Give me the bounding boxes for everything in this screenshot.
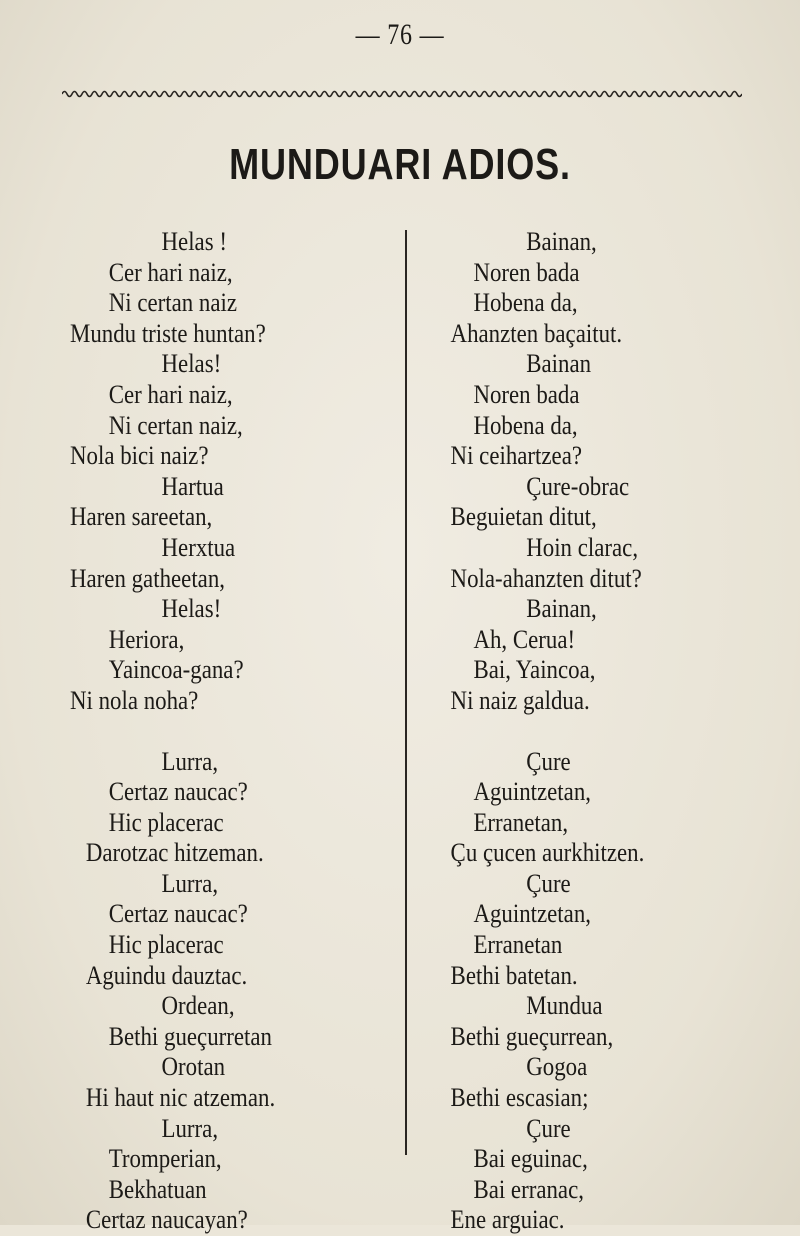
poem-line: Hi haut nic atzeman. — [70, 1083, 360, 1114]
poem-line: Noren bada — [440, 258, 739, 289]
poem-line: Nola-ahanzten ditut? — [440, 564, 739, 595]
poem-line: Bethi gueçurrean, — [440, 1022, 739, 1053]
poem-line: Bethi escasian; — [440, 1083, 739, 1114]
poem-line: Darotzac hitzeman. — [70, 838, 360, 869]
poem-line: Hobena da, — [440, 411, 739, 442]
poem-line: Hoin clarac, — [440, 533, 739, 564]
poem-line: Bai eguinac, — [440, 1144, 739, 1175]
poem-line: Çure — [440, 747, 739, 778]
poem-line: Bainan — [440, 349, 739, 380]
poem-line: Ni certan naiz — [70, 288, 360, 319]
poem-line: Hobena da, — [440, 288, 739, 319]
poem-line: Erranetan — [440, 930, 739, 961]
poem-line: Helas! — [70, 594, 360, 625]
poem-line: Certaz naucac? — [70, 777, 360, 808]
poem-line: Çure — [440, 869, 739, 900]
left-stanza-1 — [70, 227, 400, 717]
poem-line: Çu çucen aurkhitzen. — [440, 838, 739, 869]
poem-line: Herxtua — [70, 533, 360, 564]
page-number: — 76 — — [80, 18, 720, 52]
poem-line: Ni ceihartzea? — [440, 441, 739, 472]
poem-line: Bai, Yaincoa, — [440, 655, 739, 686]
poem-line: Lurra, — [70, 869, 360, 900]
poem-line: Çure — [440, 1114, 739, 1145]
right-stanza-1 — [440, 227, 780, 717]
poem-line: Aguindu dauztac. — [70, 961, 360, 992]
poem-line: Nola bici naiz? — [70, 441, 360, 472]
poem-line: Aguintzetan, — [440, 777, 739, 808]
left-stanza-2 — [70, 747, 400, 1236]
poem-line: Hartua — [70, 472, 360, 503]
poem-line: Ni nola noha? — [70, 686, 360, 717]
right-column — [440, 227, 780, 1236]
column-divider — [405, 230, 407, 1155]
poem-line: Helas ! — [70, 227, 360, 258]
poem-line: Lurra, — [70, 1114, 360, 1145]
stanza-gap — [70, 717, 400, 747]
poem-line: Haren gatheetan, — [70, 564, 360, 595]
poem-line: Lurra, — [70, 747, 360, 778]
left-column — [70, 227, 400, 1236]
poem-title: MUNDUARI ADIOS. — [72, 140, 728, 190]
poem-line: Cer hari naiz, — [70, 380, 360, 411]
poem-line: Helas! — [70, 349, 360, 380]
poem-line: Noren bada — [440, 380, 739, 411]
poem-line: Bai erranac, — [440, 1175, 739, 1206]
poem-line: Bekhatuan — [70, 1175, 360, 1206]
poem-line: Haren sareetan, — [70, 502, 360, 533]
poem-line: Bethi gueçurretan — [70, 1022, 360, 1053]
poem-line: Orotan — [70, 1052, 360, 1083]
poem-line: Heriora, — [70, 625, 360, 656]
poem-line: Bainan, — [440, 594, 739, 625]
poem-line: Bethi batetan. — [440, 961, 739, 992]
poem-line: Certaz naucac? — [70, 899, 360, 930]
poem-line: Ahanzten baçaitut. — [440, 319, 739, 350]
poem-line: Ene arguiac. — [440, 1205, 739, 1236]
stanza-gap — [440, 717, 780, 747]
decorative-wavy-rule — [62, 88, 742, 100]
poem-line: Ni certan naiz, — [70, 411, 360, 442]
right-stanza-2 — [440, 747, 780, 1236]
poem-line: Aguintzetan, — [440, 899, 739, 930]
poem-line: Certaz naucayan? — [70, 1205, 360, 1236]
poem-line: Erranetan, — [440, 808, 739, 839]
poem-line: Hic placerac — [70, 930, 360, 961]
poem-line: Mundu triste huntan? — [70, 319, 360, 350]
poem-line: Tromperian, — [70, 1144, 360, 1175]
poem-line: Gogoa — [440, 1052, 739, 1083]
poem-line: Ah, Cerua! — [440, 625, 739, 656]
poem-line: Cer hari naiz, — [70, 258, 360, 289]
poem-line: Ordean, — [70, 991, 360, 1022]
poem-line: Ni naiz galdua. — [440, 686, 739, 717]
poem-line: Bainan, — [440, 227, 739, 258]
poem-line: Beguietan ditut, — [440, 502, 739, 533]
poem-line: Yaincoa-gana? — [70, 655, 360, 686]
poem-line: Hic placerac — [70, 808, 360, 839]
poem-line: Mundua — [440, 991, 739, 1022]
poem-line: Çure-obrac — [440, 472, 739, 503]
